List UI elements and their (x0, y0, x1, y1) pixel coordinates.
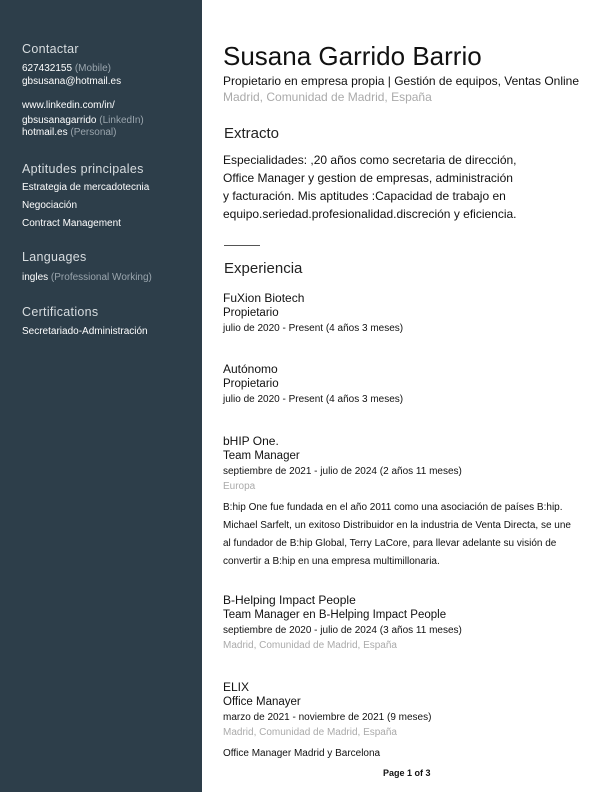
job-description-line: Michael Sarfelt, un exitoso Distribuidor en la industria de Venta Directa, se une (223, 520, 571, 531)
headline: Propietario en empresa propia | Gestión de equipos, Ventas Online (223, 74, 580, 88)
sidebar (0, 0, 202, 792)
certifications-heading: Certifications (22, 305, 99, 319)
job-location: Madrid, Comunidad de Madrid, España (223, 640, 397, 651)
skills-heading: Aptitudes principales (22, 162, 144, 176)
linkedin-link[interactable]: www.linkedin.com/in/ (22, 100, 115, 111)
location: Madrid, Comunidad de Madrid, España (223, 90, 432, 104)
job-dates: julio de 2020 - Present (4 años 3 meses) (223, 323, 404, 334)
page-number: Page 1 of 3 (383, 768, 431, 778)
linkedin-type: (LinkedIn) (99, 115, 144, 126)
language-item (22, 273, 152, 283)
language-name: ingles (22, 272, 49, 283)
job-location: Madrid, Comunidad de Madrid, España (223, 727, 397, 738)
job-dates: septiembre de 2021 - julio de 2024 (2 años 11 meses) (223, 466, 462, 477)
job-dates: marzo de 2021 - noviembre de 2021 (9 meses) (223, 712, 432, 723)
job-company: Autónomo (223, 362, 278, 376)
job-company: bHIP One. (223, 434, 279, 448)
job-title: Team Manager (223, 450, 300, 462)
contact-heading: Contactar (22, 42, 79, 56)
divider (224, 245, 260, 246)
summary-heading: Extracto (224, 125, 280, 142)
job-company: FuXion Biotech (223, 291, 305, 305)
skill-item: Negociación (22, 200, 78, 211)
linkedin-link-cont[interactable] (22, 116, 144, 126)
phone (22, 64, 111, 74)
summary-line: Especialidades: ,20 años como secretaria de dirección, (223, 153, 517, 167)
skill-item: Estrategia de mercadotecnia (22, 182, 150, 193)
job-dates: septiembre de 2020 - julio de 2024 (3 años 11 meses) (223, 625, 462, 636)
summary-line: y facturación. Mis aptitudes :Capacidad de trabajo en (223, 189, 506, 203)
job-company: ELIX (223, 680, 250, 694)
job-description-line: B:hip One fue fundada en el año 2011 como una asociación de países B:hip. (223, 502, 563, 513)
job-description-line: convertir a B:hip en una empresa multimillonaria. (223, 556, 440, 567)
job-description-line: Office Manager Madrid y Barcelona (223, 748, 381, 759)
phone-number: 627432155 (22, 63, 73, 74)
other-contact-value: hotmail.es (22, 127, 68, 138)
skill-item: Contract Management (22, 218, 121, 229)
languages-heading: Languages (22, 250, 87, 264)
job-dates: julio de 2020 - Present (4 años 3 meses) (223, 394, 404, 405)
job-description-line: al fundador de B:hip Global, Terry LaCore, para llevar adelante su visión de (223, 538, 557, 549)
job-title: Propietario (223, 378, 279, 390)
phone-type: (Mobile) (74, 63, 111, 74)
other-contact-type: (Personal) (70, 127, 117, 138)
language-level: (Professional Working) (50, 272, 152, 283)
page-title: Susana Garrido Barrio (223, 41, 482, 71)
other-contact (22, 128, 117, 138)
job-title: Office Manayer (223, 696, 301, 708)
job-company: B-Helping Impact People (223, 593, 356, 607)
summary-line: equipo.seriedad.profesionalidad.discreción y eficiencia. (223, 207, 517, 221)
job-title: Propietario (223, 307, 279, 319)
certification-item: Secretariado-Administración (22, 326, 148, 337)
summary-line: Office Manager y gestion de empresas, administración (223, 171, 513, 185)
linkedin-handle[interactable]: gbsusanagarrido (22, 115, 97, 126)
job-title: Team Manager en B-Helping Impact People (223, 609, 447, 621)
experience-heading: Experiencia (224, 260, 303, 277)
job-location: Europa (223, 481, 256, 492)
email-link[interactable]: gbsusana@hotmail.es (22, 76, 122, 87)
